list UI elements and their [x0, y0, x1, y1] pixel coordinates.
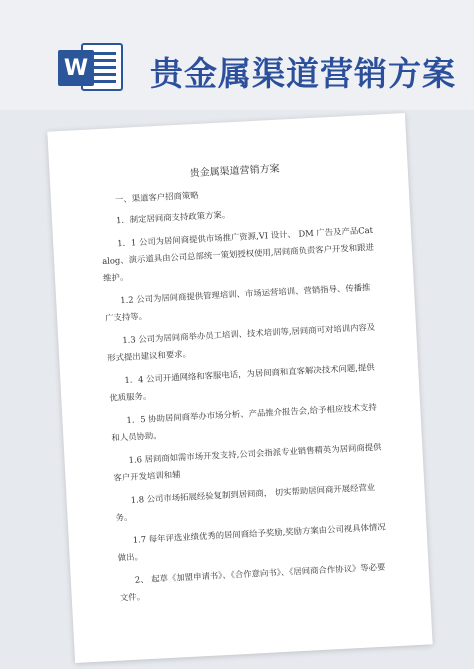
paragraph: 1.7 每年评选业绩优秀的居间商给予奖励,奖励方案由公司视具体情况做出。 [117, 521, 386, 563]
document-page [47, 113, 432, 663]
paragraph: 1.6 居间商如需市场开发支持,公司会指派专业销售精英为居间商提供客户开发培训和辅 [113, 441, 382, 483]
word-document-icon [58, 40, 124, 94]
document-title: 贵金属渠道营销方案 [189, 163, 280, 180]
paragraph: 1.3 公司为居间商举办员工培训、技术培训等,居间商可对培训内容及形式提出建议和要求。 [106, 321, 376, 363]
paragraph: 1．5 协助居间商举办市场分析、产品推介报告会,给予相应技术支持和人员协助。 [111, 401, 377, 443]
paragraph: 1.8 公司市场拓展经验复制到居间商， 切实帮助居间商开展经营业务。 [115, 482, 376, 523]
svg-text:W: W [63, 56, 89, 81]
paragraph: 1．1 公司为居间商提供市场推广资源,VI 设计、 DM 广告及产品Catalog、演示道具由公司总部统一策划授权使用,居间商负责客户开发和跟进维护。 [101, 224, 375, 284]
page-header [0, 0, 474, 110]
paragraph: 2、 起草《加盟申请书》、《合作意向书》、《居间商合作协议》等必要文件。 [119, 561, 386, 603]
section-heading: 一、渠道客户招商策略 [114, 189, 199, 205]
paragraph: 1．制定居间商支持政策方案。 [115, 209, 231, 226]
paragraph: 1.2 公司为居间商提供管理培训、市场运营培训、营销指导、传播推广支持等。 [104, 282, 371, 323]
header-title: 贵金属渠道营销方案 [150, 54, 456, 93]
paragraph: 1．4 公司开通网络和客服电话，为居间商和直客解决技术问题,提供优质服务。 [109, 361, 375, 403]
